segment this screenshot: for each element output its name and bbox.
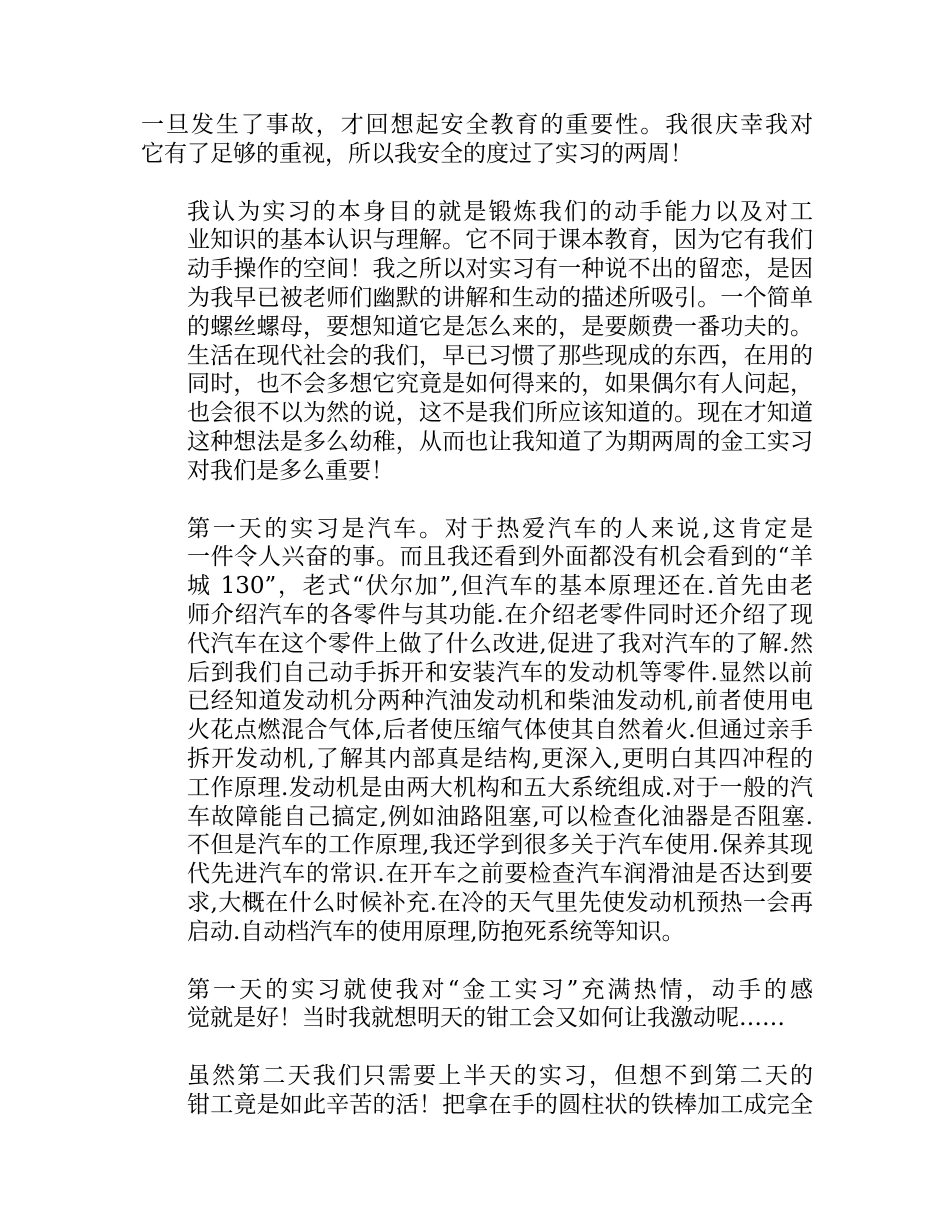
text-line: 工作原理.发动机是由两大机构和五大系统组成.对于一般的汽 [187,774,813,801]
text-line: 同时，也不会多想它究竟是如何得来的，如果偶尔有人问起， [187,371,813,398]
document-body [141,111,813,1149]
text-line: 也会很不以为然的说，这不是我们所应该知道的。现在才知道 [187,400,813,427]
paragraph [141,198,813,486]
text-line: 生活在现代社会的我们，早已习惯了那些现成的东西，在用的 [187,342,813,369]
paragraph [141,1062,813,1120]
text-line: 一件令人兴奋的事。而且我还看到外面都没有机会看到的“羊 [187,544,813,571]
text-line: 拆开发动机,了解其内部真是结构,更深入,更明白其四冲程的 [187,745,813,772]
text-line: 的螺丝螺母，要想知道它是怎么来的，是要颇费一番功夫的。 [187,313,813,340]
paragraph [141,976,813,1034]
text-line: 城 130”，老式“伏尔加”,但汽车的基本原理还在.首先由老 [187,573,813,600]
text-line: 为我早已被老师们幽默的讲解和生动的描述所吸引。一个简单 [187,284,813,311]
text-line: 后到我们自己动手拆开和安装汽车的发动机等零件.显然以前 [187,659,813,686]
text-line: 觉就是好！当时我就想明天的钳工会又如何让我激动呢…… [187,1005,785,1032]
text-line: 一旦发生了事故，才回想起安全教育的重要性。我很庆幸我对 [141,112,813,138]
text-line: 师介绍汽车的各零件与其功能.在介绍老零件同时还介绍了现 [187,601,813,628]
text-line: 第一天的实习是汽车。对于热爱汽车的人来说,这肯定是 [187,515,813,542]
text-line: 虽然第二天我们只需要上半天的实习，但想不到第二天的 [187,1063,813,1090]
text-line: 代先进汽车的常识.在开车之前要检查汽车润滑油是否达到要 [187,861,813,888]
text-line: 已经知道发动机分两种汽油发动机和柴油发动机,前者使用电 [187,688,813,715]
text-line: 第一天的实习就使我对“金工实习”充满热情，动手的感 [187,976,813,1003]
text-line: 我认为实习的本身目的就是锻炼我们的动手能力以及对工 [187,198,813,225]
text-line: 代汽车在这个零件上做了什么改进,促进了我对汽车的了解.然 [187,630,813,657]
paragraph [141,111,813,169]
text-line: 业知识的基本认识与理解。它不同于课本教育，因为它有我们 [187,227,813,254]
text-line: 求,大概在什么时候补充.在冷的天气里先使发动机预热一会再 [187,889,813,916]
text-line: 火花点燃混合气体,后者使压缩气体使其自然着火.但通过亲手 [187,717,813,744]
text-line: 不但是汽车的工作原理,我还学到很多关于汽车使用.保养其现 [187,832,813,859]
text-line: 动手操作的空间！我之所以对实习有一种说不出的留恋，是因 [187,256,813,283]
text-line: 它有了足够的重视，所以我安全的度过了实习的两周！ [141,140,693,167]
paragraph [141,515,813,947]
text-line: 这种想法是多么幼稚，从而也让我知道了为期两周的金工实习 [187,428,813,455]
text-line: 车故障能自己搞定,例如油路阻塞,可以检查化油器是否阻塞. [187,803,813,830]
text-line: 钳工竟是如此辛苦的活！把拿在手的圆柱状的铁棒加工成完全 [187,1091,813,1118]
text-line: 对我们是多么重要！ [187,457,394,484]
text-line: 启动.自动档汽车的使用原理,防抱死系统等知识。 [187,918,685,945]
